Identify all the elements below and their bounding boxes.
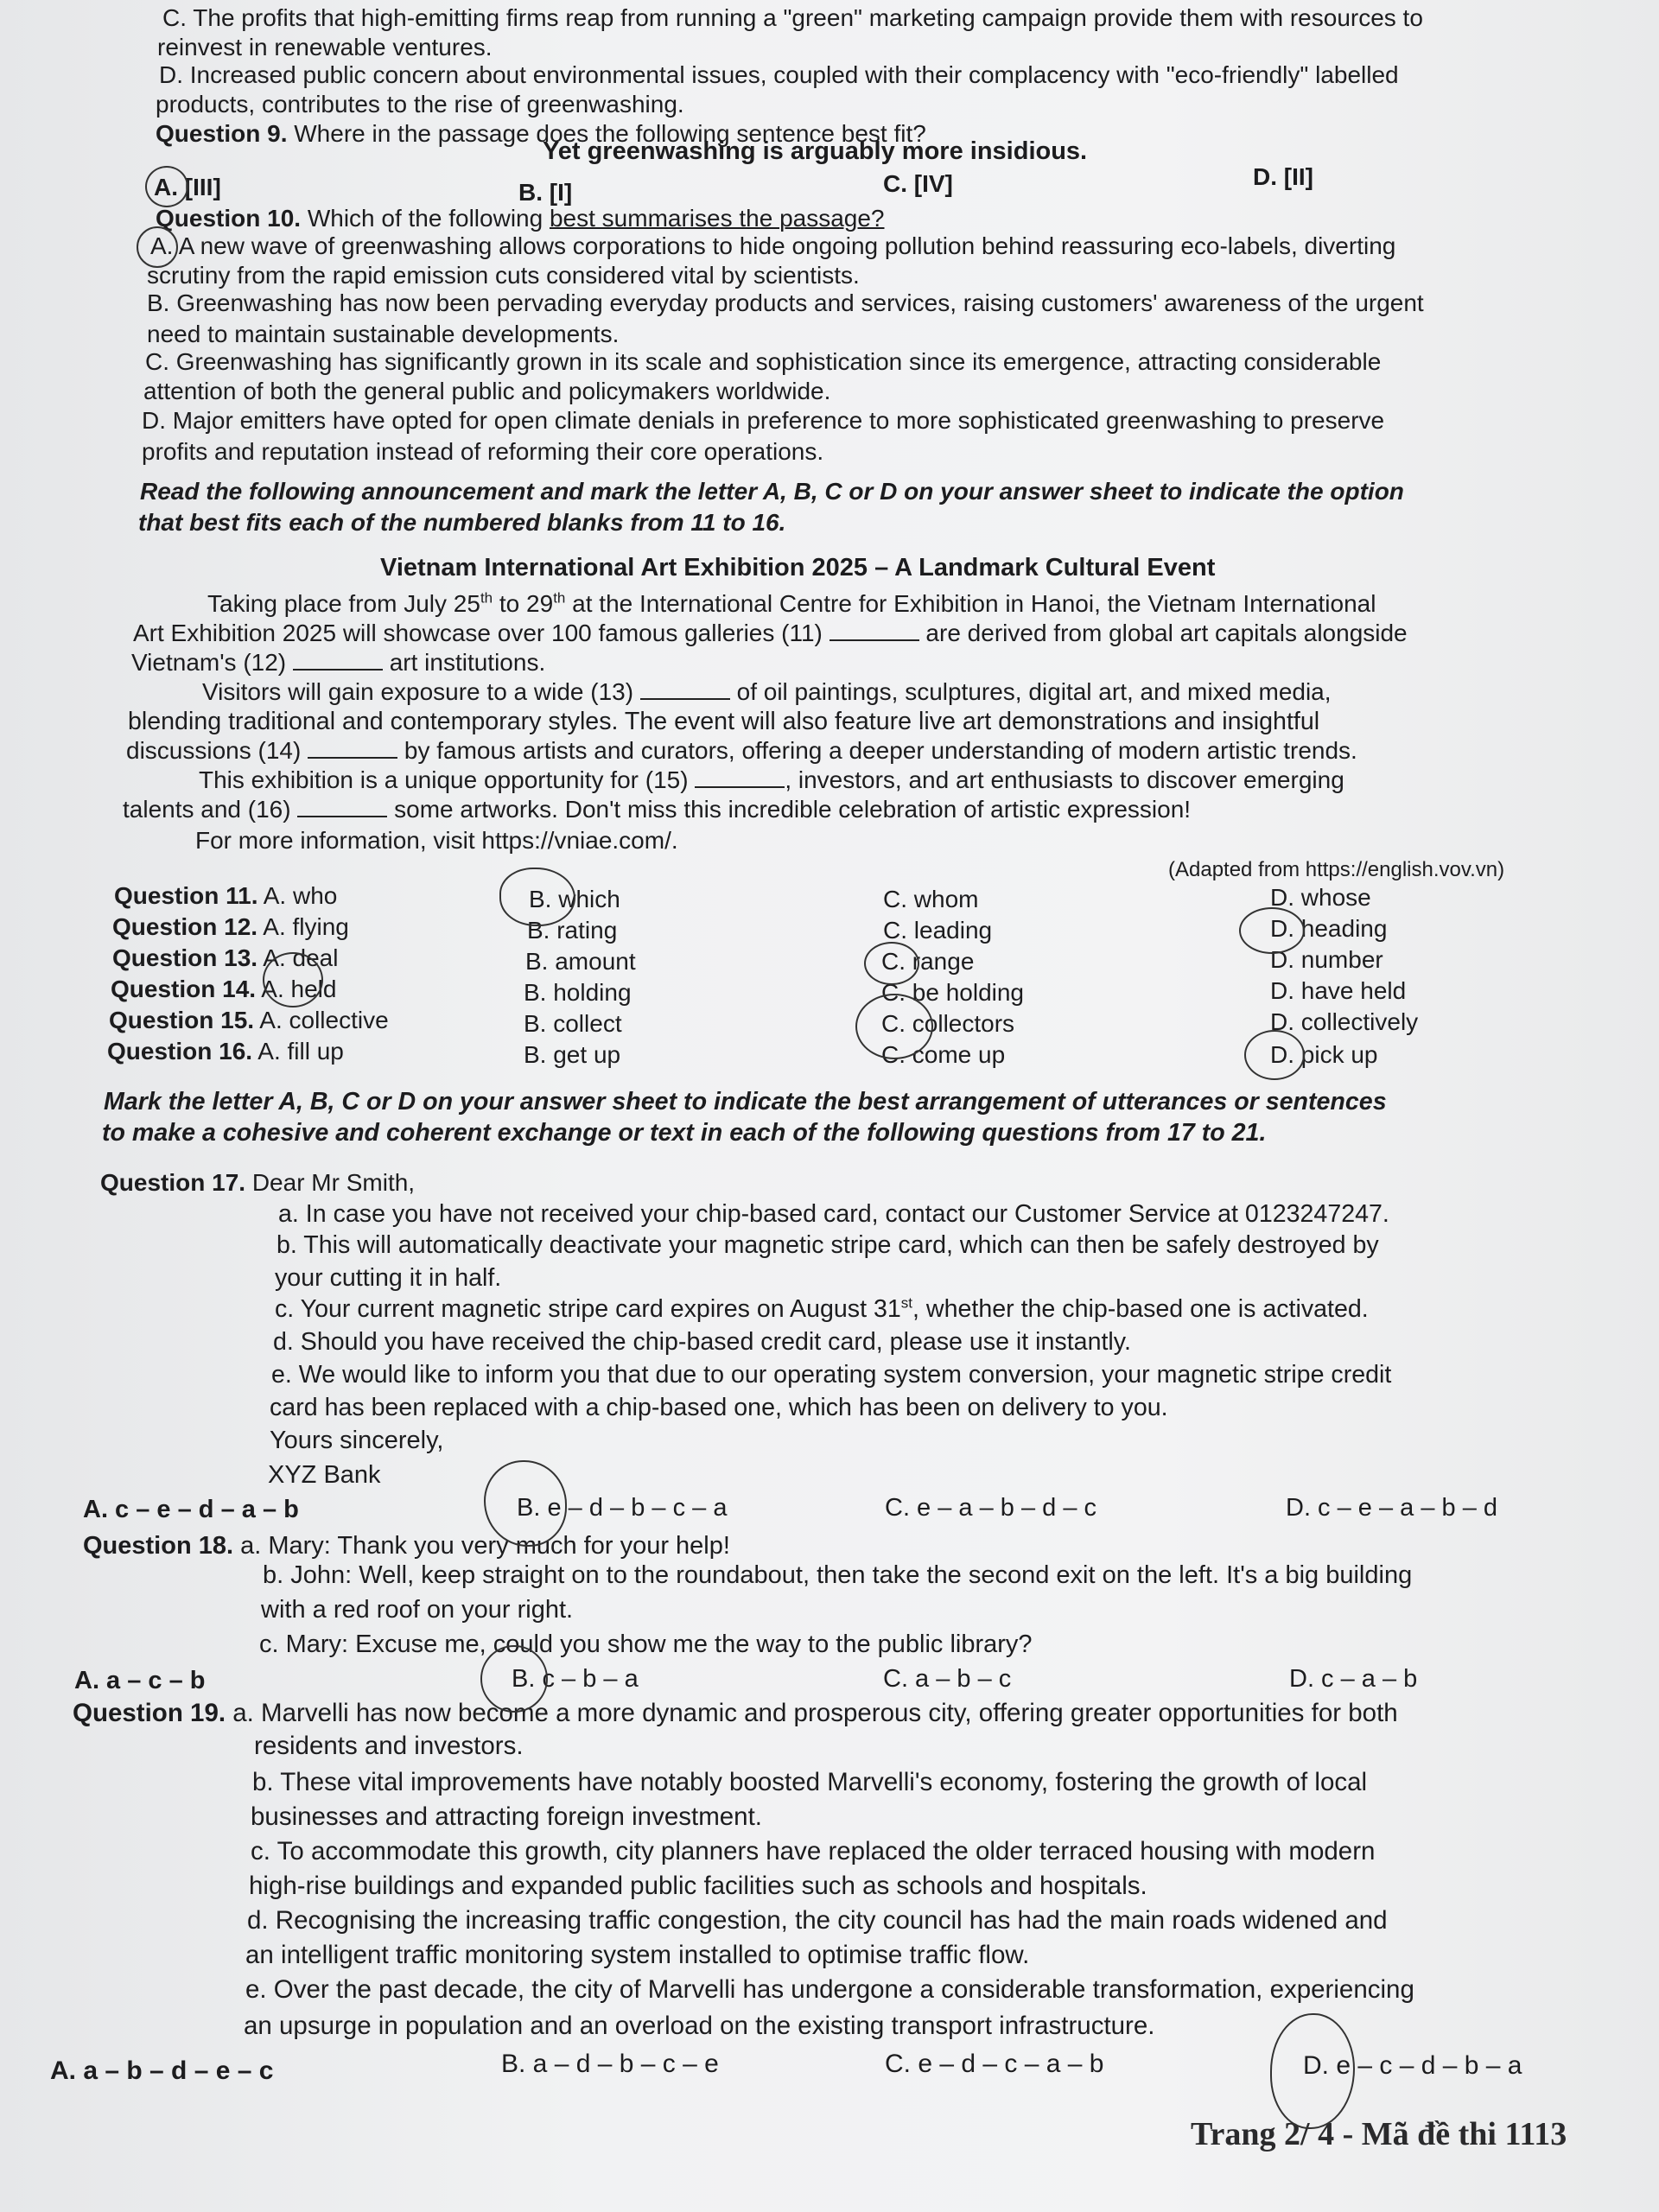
instruction-17-21-cont: to make a cohesive and coherent exchange or text in each of the following questions from 17 to 21. xyxy=(102,1119,1267,1147)
q18-sentence-b-cont: with a red roof on your right. xyxy=(261,1596,574,1624)
q12-option-b: B. rating xyxy=(527,917,618,944)
q17-option-d: D. c – e – a – b – d xyxy=(1286,1494,1498,1522)
q10-option-b: B. Greenwashing has now been pervading everyday products and services, raising customers' awareness of the urgent xyxy=(147,289,1424,316)
q9-option-c: C. [IV] xyxy=(883,170,953,197)
q17-option-a: A. c – e – d – a – b xyxy=(83,1496,299,1523)
q14-option-b: B. holding xyxy=(524,979,632,1006)
q15-option-d: D. collectively xyxy=(1270,1008,1419,1035)
q11-option-d: D. whose xyxy=(1270,884,1371,911)
page-footer: Trang 2/ 4 - Mã đề thi 1113 xyxy=(1191,2116,1567,2152)
q10-option-c-cont: attention of both the general public and policymakers worldwide. xyxy=(143,378,831,404)
q17-sentence-e: e. We would like to inform you that due to our operating system conversion, your magnetic stripe credit xyxy=(271,1361,1392,1389)
q14-option-c: C. be holding xyxy=(881,979,1025,1006)
pen-circle-q9 xyxy=(145,166,188,207)
q19-sentence-d-cont: an intelligent traffic monitoring system installed to optimise traffic flow. xyxy=(245,1941,1030,1969)
q18-sentence-a: Question 18. a. Mary: Thank you very much for your help! xyxy=(83,1532,730,1560)
announcement-line-5: blending traditional and contemporary styles. The event will also feature live art demonstrations and insightful xyxy=(128,708,1320,735)
q18-option-c: C. a – b – c xyxy=(883,1665,1012,1693)
q19-option-d: D. e – c – d – b – a xyxy=(1303,2051,1522,2080)
q10-prompt: Question 10. Which of the following best summarises the passage? xyxy=(156,205,885,232)
q18-option-d: D. c – a – b xyxy=(1289,1665,1418,1693)
q19-option-a: A. a – b – d – e – c xyxy=(50,2056,274,2085)
q13-option-c: C. range xyxy=(881,948,975,975)
q8-option-d: D. Increased public concern about environmental issues, coupled with their complacency with "eco-friendly" labelled xyxy=(159,61,1399,88)
pen-circle-q13 xyxy=(864,942,919,985)
pen-circle-q15 xyxy=(855,994,933,1059)
q10-option-d: D. Major emitters have opted for open climate denials in preference to more sophisticated greenwashing to preserve xyxy=(142,407,1385,434)
announcement-link-line: For more information, visit https://vniae.com/. xyxy=(195,827,678,854)
q19-sentence-e: e. Over the past decade, the city of Marvelli has undergone a considerable transformation, experiencing xyxy=(245,1975,1414,2004)
q14-option-d: D. have held xyxy=(1270,977,1407,1004)
q17-sentence-c: c. Your current magnetic stripe card expires on August 31st, whether the chip-based one is activated. xyxy=(275,1294,1369,1323)
announcement-line-7: This exhibition is a unique opportunity for (15) , investors, and art enthusiasts to discover emerging xyxy=(199,766,1344,793)
q9-option-a: A. [III] xyxy=(154,174,221,200)
q13-row: Question 13. A. deal xyxy=(112,944,339,971)
q18-sentence-c: c. Mary: Excuse me, could you show me the way to the public library? xyxy=(259,1630,1033,1658)
q17-option-c: C. e – a – b – d – c xyxy=(885,1494,1097,1522)
q12-option-d: D. heading xyxy=(1270,915,1388,942)
q17-closing: Yours sincerely, xyxy=(270,1427,444,1454)
q19-sentence-d: d. Recognising the increasing traffic congestion, the city council has had the main roads widened and xyxy=(247,1906,1388,1935)
q15-row: Question 15. A. collective xyxy=(109,1007,389,1033)
q16-option-b: B. get up xyxy=(524,1041,621,1068)
q9-prompt: Question 9. Where in the passage does the following sentence best fit? xyxy=(156,120,926,147)
q16-option-c: C. come up xyxy=(881,1041,1006,1068)
pen-circle-q18 xyxy=(480,1645,548,1713)
q18-sentence-b: b. John: Well, keep straight on to the roundabout, then take the second exit on the left. It's a big building xyxy=(263,1561,1413,1589)
q18-option-a: A. a – c – b xyxy=(74,1667,206,1694)
q9-option-b: B. [I] xyxy=(518,179,573,206)
q19-sentence-a: Question 19. a. Marvelli has now become a more dynamic and prosperous city, offering greater opportunities for both xyxy=(73,1699,1398,1727)
q17-header: Question 17. Dear Mr Smith, xyxy=(100,1169,416,1196)
q10-option-b-cont: need to maintain sustainable developments. xyxy=(147,321,620,347)
q12-row: Question 12. A. flying xyxy=(112,913,349,940)
q12-option-c: C. leading xyxy=(883,917,993,944)
q11-option-c: C. whom xyxy=(883,886,979,912)
q9-option-d: D. [II] xyxy=(1253,163,1313,190)
announcement-line-2: Art Exhibition 2025 will showcase over 100 famous galleries (11) are derived from global art capitals alongside xyxy=(133,620,1408,646)
q17-sentence-b: b. This will automatically deactivate your magnetic stripe card, which can then be safely destroyed by xyxy=(276,1231,1379,1259)
q17-option-b: B. e – d – b – c – a xyxy=(517,1494,728,1522)
pen-circle-q17 xyxy=(484,1460,567,1547)
q9-sentence: Yet greenwashing is arguably more insidious. xyxy=(543,137,1088,165)
q16-row: Question 16. A. fill up xyxy=(107,1038,344,1065)
q17-sentence-d: d. Should you have received the chip-based credit card, please use it instantly. xyxy=(273,1328,1131,1356)
pen-circle-q10 xyxy=(137,226,178,268)
q17-signature: XYZ Bank xyxy=(268,1461,381,1489)
pen-circle-q16 xyxy=(1244,1030,1305,1080)
pen-circle-q19 xyxy=(1270,2013,1355,2129)
q13-option-b: B. amount xyxy=(525,948,636,975)
q10-option-a-cont: scrutiny from the rapid emission cuts considered vital by scientists. xyxy=(147,262,860,289)
q18-option-b: B. c – b – a xyxy=(512,1665,639,1693)
q19-sentence-c-cont: high-rise buildings and expanded public facilities such as schools and hospitals. xyxy=(249,1872,1147,1900)
q13-option-d: D. number xyxy=(1270,946,1383,973)
q14-row: Question 14. A. held xyxy=(111,976,337,1002)
q16-option-d: D. pick up xyxy=(1270,1041,1378,1068)
q17-sentence-b-cont: your cutting it in half. xyxy=(275,1264,502,1292)
pen-circle-q12 xyxy=(1239,907,1305,954)
q10-option-c: C. Greenwashing has significantly grown in its scale and sophistication since its emergence, attracting considerable xyxy=(145,348,1382,375)
q19-sentence-e-cont: an upsurge in population and an overload on the existing transport infrastructure. xyxy=(244,2012,1155,2040)
q11-option-b: B. which xyxy=(529,886,620,912)
q10-option-d-cont: profits and reputation instead of reforming their core operations. xyxy=(142,438,824,465)
announcement-line-8: talents and (16) some artworks. Don't miss this incredible celebration of artistic expression! xyxy=(123,796,1192,823)
q10-option-a: A. A new wave of greenwashing allows corporations to hide ongoing pollution behind reassuring eco-labels, diverting xyxy=(150,232,1396,259)
instruction-11-16-cont: that best fits each of the numbered blanks from 11 to 16. xyxy=(138,509,786,536)
announcement-line-4: Visitors will gain exposure to a wide (13) of oil paintings, sculptures, digital art, and mixed media, xyxy=(202,678,1332,705)
q8-option-c-cont: reinvest in renewable ventures. xyxy=(157,34,493,60)
q15-option-c: C. collectors xyxy=(881,1010,1015,1037)
pen-circle-q11 xyxy=(499,868,575,926)
q19-sentence-b-cont: businesses and attracting foreign investment. xyxy=(251,1802,762,1831)
q19-sentence-c: c. To accommodate this growth, city planners have replaced the older terraced housing with modern xyxy=(251,1837,1376,1866)
q19-sentence-b: b. These vital improvements have notably boosted Marvelli's economy, fostering the growth of local xyxy=(252,1768,1368,1796)
announcement-line-6: discussions (14) by famous artists and curators, offering a deeper understanding of modern artistic trends. xyxy=(126,737,1357,764)
q8-option-d-cont: products, contributes to the rise of greenwashing. xyxy=(156,91,684,118)
announcement-source: (Adapted from https://english.vov.vn) xyxy=(1168,858,1505,881)
announcement-line-1: Taking place from July 25th to 29th at the International Centre for Exhibition in Hanoi, the Vietnam International xyxy=(207,589,1376,617)
instruction-17-21: Mark the letter A, B, C or D on your answer sheet to indicate the best arrangement of utterances or sentences xyxy=(104,1088,1387,1116)
q17-sentence-e-cont: card has been replaced with a chip-based one, which has been on delivery to you. xyxy=(270,1394,1168,1421)
announcement-title: Vietnam International Art Exhibition 2025 – A Landmark Cultural Event xyxy=(380,554,1216,582)
q11-row: Question 11. A. who xyxy=(114,882,338,909)
q19-option-c: C. e – d – c – a – b xyxy=(885,2050,1104,2078)
q17-sentence-a: a. In case you have not received your chip-based card, contact our Customer Service at 0123247247. xyxy=(278,1200,1389,1228)
q19-sentence-a-cont: residents and investors. xyxy=(254,1732,524,1760)
pen-circle-q14 xyxy=(263,952,323,1007)
announcement-line-3: Vietnam's (12) art institutions. xyxy=(131,649,546,676)
q8-option-c: C. The profits that high-emitting firms reap from running a "green" marketing campaign provide them with resources to xyxy=(162,4,1423,31)
q15-option-b: B. collect xyxy=(524,1010,622,1037)
q19-option-b: B. a – d – b – c – e xyxy=(501,2050,719,2078)
instruction-11-16: Read the following announcement and mark the letter A, B, C or D on your answer sheet to indicate the option xyxy=(140,478,1404,505)
